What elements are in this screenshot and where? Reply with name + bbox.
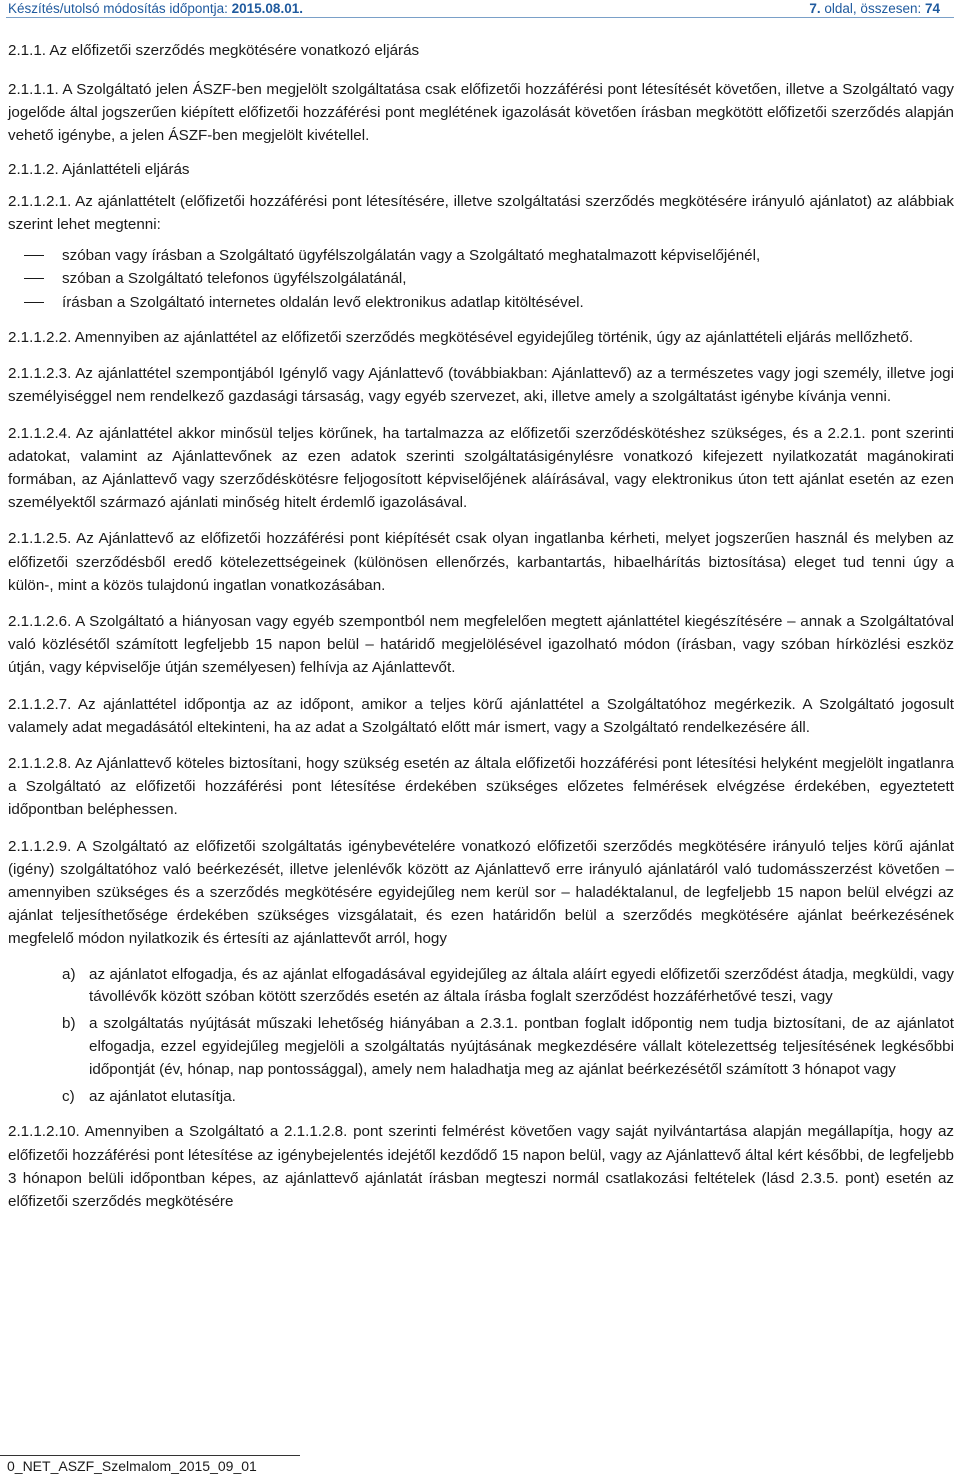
item-label: c) bbox=[62, 1087, 75, 1105]
dash-bullet bbox=[24, 302, 44, 303]
paragraph-2-1-1-2-2: 2.1.1.2.2. Amennyiben az ajánlattétel az előfizetői szerződés megkötésével egyidejűleg történik, úgy az ajánlattételi eljárás mellőzhető. bbox=[8, 328, 914, 346]
item-text: a szolgáltatás nyújtását műszaki lehetőség hiányában a 2.3.1. pontban foglalt időpontig nem tudja biztosítani, de az ajánlatot elfogadja, ezzel egyidejűleg megjelöli a szolgáltatás nyújtásának megkezdésére vállalt kötelezettség teljesítésének legkésőbbi időpontját (év, hónap, nap pontossággal), amely nem haladhatja meg az ajánlat beérkezésétől számított 3 hónapot vagy bbox=[89, 1015, 954, 1078]
header-page-number: 7. bbox=[809, 1, 821, 16]
paragraph-2-1-1-2-10: 2.1.1.2.10. Amennyiben a Szolgáltató a 2.1.1.2.8. pont szerinti felmérést követően vagy saját nyilvántartása alapján megállapítja, hogy az előfizetői hozzáférési pont létesítése az igénybejelentés idejétől kezdődő 15 napon belül, vagy az Ajánlattevő által kért későbbi, de legfeljebb 3 hónapon belüli időpontban képes, az ajánlattevő ajánlatát írásban megteszi normál csatlakozási feltételek (lásd 2.3.5. pont) esetén az előfizetői szerződés megkötésére bbox=[8, 1123, 954, 1210]
footer-divider bbox=[0, 1455, 300, 1456]
page-footer bbox=[0, 1455, 960, 1475]
page-header bbox=[8, 0, 960, 18]
item-text: az ajánlatot elfogadja, és az ajánlat elfogadásával egyidejűleg az általa aláírt egyedi előfizetői szerződést átadja, megküldi, vagy távollévők között szóban kötött szerződés esetén az általa írásba foglalt szerződést hozzáférhetővé teszi, vagy bbox=[89, 965, 954, 1006]
document-body bbox=[8, 40, 954, 1226]
header-page-total: 74 bbox=[924, 1, 940, 16]
dash-bullet bbox=[24, 255, 44, 256]
offer-methods-list bbox=[8, 244, 954, 314]
header-page-info bbox=[809, 1, 940, 16]
header-date-value: 2015.08.01. bbox=[231, 1, 303, 16]
paragraph-2-1-1-2-6: 2.1.1.2.6. A Szolgáltató a hiányosan vagy egyéb szempontból nem megfelelően megtett ajánlattétel kiegészítésére – annak a Szolgáltatóval való közlésétől számított legfeljebb 15 napon belül – határidő megjelölésével igazolható módon (írásban, vagy szóban hírközlési eszköz útján, vagy képviselője útján személyesen) felhívja az Ajánlattevőt. bbox=[8, 612, 954, 677]
paragraph-2-1-1-2-1: 2.1.1.2.1. Az ajánlattételt (előfizetői hozzáférési pont létesítésére, illetve szolgáltatási szerződés megkötésére irányuló ajánlatot) az alábbiak szerint lehet megtenni: bbox=[8, 192, 954, 233]
response-options-list bbox=[8, 964, 954, 1109]
header-divider bbox=[6, 17, 954, 18]
paragraph-2-1-1-2-5: 2.1.1.2.5. Az Ajánlattevő az előfizetői hozzáférési pont kiépítését csak olyan ingatlanba kérheti, melyet jogszerűen használ és melyben az előfizetői szerződésből eredő kötelezettségeinek (különösen ellenőrzés, karbantartás, hibaelhárítás biztosítása) eleget tud tenni úgy a külön-, mint a közös tulajdonú ingatlan vonatkozásában. bbox=[8, 530, 954, 594]
list-item bbox=[62, 1086, 954, 1109]
paragraph-2-1-1-2-3: 2.1.1.2.3. Az ajánlattétel szempontjából Igénylő vagy Ajánlattevő (továbbiakban: Ajánlattevő) az a természetes vagy jogi személy, illetve jogi személyiséggel nem rendelkező gazdasági társaság, vagy egyéb szervezet, aki, illetve amely a szolgáltatást igénybe kívánja venni. bbox=[8, 365, 954, 406]
list-item: szóban a Szolgáltató telefonos ügyfélszolgálatánál, bbox=[8, 267, 954, 290]
dash-bullet bbox=[24, 278, 44, 279]
header-page-mid: oldal, összesen: bbox=[820, 1, 925, 16]
paragraph-2-1-1-2-7: 2.1.1.2.7. Az ajánlattétel időpontja az az időpont, amikor a teljes körű ajánlattétel a Szolgáltatóhoz megérkezik. A Szolgáltató jogosult valamely adat megadásától eltekinteni, ha az adat a Szolgáltató előtt már ismert, vagy a Szolgáltató rendelkezésére áll. bbox=[8, 695, 954, 736]
paragraph-2-1-1-2-8: 2.1.1.2.8. Az Ajánlattevő köteles biztosítani, hogy szükség esetén az általa előfizetői hozzáférési pont létesítési helyként megjelölt ingatlanra a Szolgáltató az előfizetői hozzáférési pont létesítése érdekében szükséges előzetes felmérések elvégzése érdekében, egyeztetett időpontban beléphessen. bbox=[8, 754, 954, 819]
paragraph-2-1-1-1: 2.1.1.1. A Szolgáltató jelen ÁSZF-ben megjelölt szolgáltatása csak előfizetői hozzáférési pont létesítését követően, illetve a Szolgáltató vagy jogelőde által jogszerűen kiépített előfizetői hozzáférési pont meglétének igazolását követően írásban megkötött előfizetői szerződés alapján vehető igénybe, a jelen ÁSZF-ben megjelölt kivétellel. bbox=[8, 81, 954, 145]
header-date bbox=[8, 1, 303, 16]
list-item: írásban a Szolgáltató internetes oldalán levő elektronikus adatlap kitöltésével. bbox=[8, 291, 954, 314]
list-item bbox=[62, 1013, 954, 1081]
header-date-label: Készítés/utolsó módosítás időpontja: bbox=[8, 1, 232, 16]
item-label: a) bbox=[62, 965, 76, 983]
item-label: b) bbox=[62, 1015, 76, 1033]
paragraph-2-1-1-2-9: 2.1.1.2.9. A Szolgáltató az előfizetői szolgáltatás igénybevételére vonatkozó előfizetői szerződés megkötésére irányuló teljes körű ajánlat (igény) szolgáltatóhoz való beérkezését, illetve jelenlévők között az Ajánlattevő erre irányuló ajánlatáról való tudomásszerzést követően – amennyiben szükséges és a szerződés megkötésére egyidejűleg nem kerül sor – haladéktalanul, de legfeljebb 15 napon belül elvégzi az ajánlat teljesíthetősége érdekében szükséges vizsgálatait, és ezen határidőn belül a szerződés megkötésére ajánlat beérkezésének megfelelő módon nyilatkozik és értesíti az ajánlattevőt arról, hogy bbox=[8, 837, 954, 948]
item-text: az ajánlatot elutasítja. bbox=[89, 1087, 236, 1105]
list-item bbox=[62, 964, 954, 1010]
paragraph-2-1-1-2-4: 2.1.1.2.4. Az ajánlattétel akkor minősül teljes körűnek, ha tartalmazza az előfizetői szerződéskötéshez szükséges, és a 2.2.1. pont szerinti adatokat, valamint az Ajánlattevőnek az ezen adatok szerinti szolgáltatásigénylésre vonatkozó kifejezett nyilatkozatát magánokirati formában, az Ajánlattevő vagy szerződéskötésre feljogosított képviselőjének aláírásával, vagy elektronikus úton tett ajánlat esetén az ezen személyektől származó ajánlati minőség hitelt érdemlő igazolásával. bbox=[8, 424, 954, 512]
section-heading: 2.1.1. Az előfizetői szerződés megkötésére vonatkozó eljárás bbox=[8, 42, 420, 59]
list-item: szóban vagy írásban a Szolgáltató ügyfélszolgálatán vagy a Szolgáltató meghatalmazott képviselőjénél, bbox=[8, 244, 954, 267]
subsection-heading: 2.1.1.2. Ajánlattételi eljárás bbox=[8, 160, 190, 178]
footer-document-id: 0_NET_ASZF_Szelmalom_2015_09_01 bbox=[7, 1458, 257, 1474]
